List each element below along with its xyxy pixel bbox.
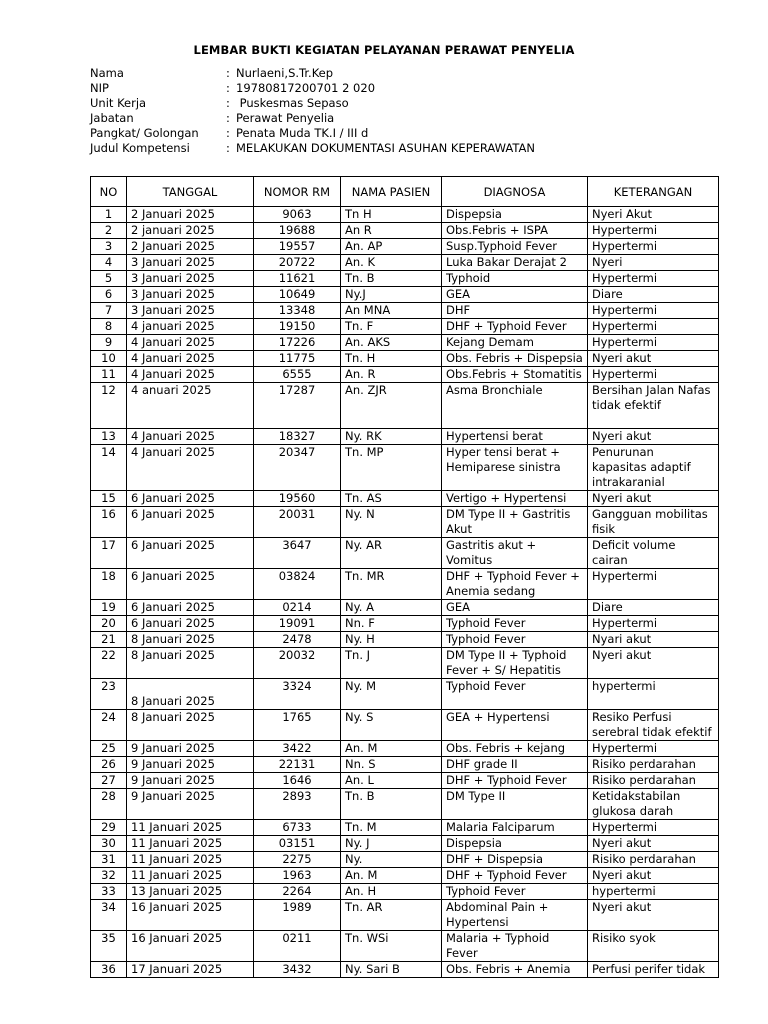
cell-nomor-rm: 13348: [254, 303, 341, 319]
table-row: [91, 569, 719, 600]
table-row: [91, 367, 719, 383]
cell-keterangan: Hypertermi: [588, 367, 719, 383]
cell-keterangan: Hypertermi: [588, 319, 719, 335]
cell-nama-pasien: Tn. F: [341, 319, 442, 335]
cell-no: 27: [91, 773, 127, 789]
cell-no: 23: [91, 679, 127, 710]
cell-keterangan: Deficit volume cairan: [588, 538, 719, 569]
cell-diagnosa: DM Type II: [442, 789, 588, 820]
cell-diagnosa: Dispepsia: [442, 207, 588, 223]
cell-tanggal: 3 Januari 2025: [127, 255, 254, 271]
info-separator: :: [226, 66, 230, 80]
document-title: LEMBAR BUKTI KEGIATAN PELAYANAN PERAWAT PENYELIA: [193, 43, 575, 57]
table-row: [91, 445, 719, 491]
cell-nama-pasien: An R: [341, 223, 442, 239]
table-row: [91, 710, 719, 741]
cell-keterangan: Nyari akut: [588, 632, 719, 648]
cell-tanggal: 13 Januari 2025: [127, 884, 254, 900]
cell-keterangan: Hypertermi: [588, 820, 719, 836]
cell-no: 28: [91, 789, 127, 820]
cell-tanggal: 16 Januari 2025: [127, 900, 254, 931]
cell-diagnosa: DHF + Typhoid Fever: [442, 868, 588, 884]
cell-diagnosa: DHF + Typhoid Fever: [442, 319, 588, 335]
cell-nama-pasien: Ny.J: [341, 287, 442, 303]
table-row: [91, 303, 719, 319]
cell-no: 33: [91, 884, 127, 900]
cell-no: 18: [91, 569, 127, 600]
info-value: MELAKUKAN DOKUMENTASI ASUHAN KEPERAWATAN: [236, 141, 535, 155]
cell-nama-pasien: Tn. AR: [341, 900, 442, 931]
cell-keterangan: Hypertermi: [588, 335, 719, 351]
cell-no: 3: [91, 239, 127, 255]
cell-diagnosa: Asma Bronchiale: [442, 383, 588, 429]
cell-nomor-rm: 1963: [254, 868, 341, 884]
cell-nama-pasien: Nn. S: [341, 757, 442, 773]
cell-keterangan: hypertermi: [588, 679, 719, 710]
cell-tanggal: 6 Januari 2025: [127, 538, 254, 569]
cell-keterangan: hypertermi: [588, 884, 719, 900]
cell-nomor-rm: 0214: [254, 600, 341, 616]
cell-diagnosa: Typhoid Fever: [442, 884, 588, 900]
cell-diagnosa: Typhoid Fever: [442, 632, 588, 648]
cell-tanggal: 3 Januari 2025: [127, 271, 254, 287]
cell-keterangan: Hypertermi: [588, 741, 719, 757]
cell-nama-pasien: Ny. A: [341, 600, 442, 616]
header-nama-pasien: NAMA PASIEN: [341, 177, 442, 207]
cell-keterangan: Bersihan Jalan Nafas tidak efektif: [588, 383, 719, 429]
cell-keterangan: Hypertermi: [588, 303, 719, 319]
cell-no: 29: [91, 820, 127, 836]
cell-nomor-rm: 9063: [254, 207, 341, 223]
cell-keterangan: Risiko perdarahan: [588, 757, 719, 773]
cell-keterangan: Risiko perdarahan: [588, 852, 719, 868]
info-row-nip: [90, 81, 535, 96]
cell-keterangan: Ketidakstabilan glukosa darah: [588, 789, 719, 820]
cell-keterangan: Nyeri akut: [588, 491, 719, 507]
table-row: [91, 600, 719, 616]
cell-tanggal: 6 Januari 2025: [127, 569, 254, 600]
service-log-table: [90, 176, 719, 978]
info-value: Perawat Penyelia: [236, 111, 335, 125]
cell-nama-pasien: An. M: [341, 868, 442, 884]
cell-nama-pasien: Tn. J: [341, 648, 442, 679]
cell-tanggal: 8 Januari 2025: [127, 679, 254, 710]
cell-no: 13: [91, 429, 127, 445]
info-row-jabatan: [90, 111, 535, 126]
cell-no: 2: [91, 223, 127, 239]
table-row: [91, 491, 719, 507]
table-row: [91, 507, 719, 538]
table-row: [91, 931, 719, 962]
cell-nomor-rm: 0211: [254, 931, 341, 962]
info-label: Nama: [90, 66, 124, 80]
cell-diagnosa: DHF: [442, 303, 588, 319]
cell-no: 36: [91, 962, 127, 978]
cell-no: 7: [91, 303, 127, 319]
cell-no: 8: [91, 319, 127, 335]
cell-diagnosa: Hypertensi berat: [442, 429, 588, 445]
table-row: [91, 538, 719, 569]
table-row: [91, 648, 719, 679]
cell-diagnosa: DHF + Dispepsia: [442, 852, 588, 868]
cell-keterangan: Diare: [588, 287, 719, 303]
info-separator: :: [226, 111, 230, 125]
table-row: [91, 271, 719, 287]
cell-no: 22: [91, 648, 127, 679]
cell-no: 35: [91, 931, 127, 962]
info-separator: :: [226, 81, 230, 95]
cell-nama-pasien: Ny. H: [341, 632, 442, 648]
info-label: Judul Kompetensi: [90, 141, 190, 155]
table-row: [91, 836, 719, 852]
cell-tanggal: 8 Januari 2025: [127, 648, 254, 679]
cell-nama-pasien: An. L: [341, 773, 442, 789]
table-row: [91, 757, 719, 773]
header-no: NO: [91, 177, 127, 207]
table-row: [91, 884, 719, 900]
info-separator: :: [226, 126, 230, 140]
cell-diagnosa: DM Type II + Typhoid Fever + S/ Hepatitis: [442, 648, 588, 679]
cell-nomor-rm: 19688: [254, 223, 341, 239]
cell-nama-pasien: Tn. B: [341, 789, 442, 820]
cell-no: 14: [91, 445, 127, 491]
cell-tanggal: 11 Januari 2025: [127, 836, 254, 852]
cell-tanggal: 2 Januari 2025: [127, 239, 254, 255]
cell-diagnosa: Obs. Febris + Dispepsia: [442, 351, 588, 367]
table-row: [91, 351, 719, 367]
cell-tanggal: 9 Januari 2025: [127, 789, 254, 820]
cell-no: 32: [91, 868, 127, 884]
cell-tanggal: 4 anuari 2025: [127, 383, 254, 429]
info-label: Jabatan: [90, 111, 134, 125]
cell-no: 25: [91, 741, 127, 757]
cell-nomor-rm: 2893: [254, 789, 341, 820]
cell-nomor-rm: 20031: [254, 507, 341, 538]
cell-nomor-rm: 20032: [254, 648, 341, 679]
cell-nama-pasien: Ny. N: [341, 507, 442, 538]
cell-no: 6: [91, 287, 127, 303]
table-row: [91, 287, 719, 303]
cell-tanggal: 4 Januari 2025: [127, 351, 254, 367]
cell-tanggal: 9 Januari 2025: [127, 741, 254, 757]
info-value: Puskesmas Sepaso: [236, 96, 349, 110]
cell-diagnosa: DM Type II + Gastritis Akut: [442, 507, 588, 538]
info-label: Unit Kerja: [90, 96, 147, 110]
cell-diagnosa: Luka Bakar Derajat 2: [442, 255, 588, 271]
cell-nama-pasien: An. AKS: [341, 335, 442, 351]
employee-info: [90, 66, 535, 156]
info-value: 19780817200701 2 020: [236, 81, 376, 95]
table-row: [91, 820, 719, 836]
cell-nama-pasien: Ny. J: [341, 836, 442, 852]
cell-nomor-rm: 6555: [254, 367, 341, 383]
cell-no: 19: [91, 600, 127, 616]
cell-nama-pasien: An. K: [341, 255, 442, 271]
cell-diagnosa: Typhoid: [442, 271, 588, 287]
cell-tanggal: 11 Januari 2025: [127, 852, 254, 868]
table-row: [91, 773, 719, 789]
cell-keterangan: Nyeri akut: [588, 429, 719, 445]
table-row: [91, 207, 719, 223]
cell-tanggal: 8 Januari 2025: [127, 710, 254, 741]
cell-tanggal: 9 Januari 2025: [127, 757, 254, 773]
cell-nomor-rm: 1765: [254, 710, 341, 741]
cell-no: 30: [91, 836, 127, 852]
info-row-unit-kerja: [90, 96, 535, 111]
cell-diagnosa: Dispepsia: [442, 836, 588, 852]
cell-nama-pasien: Tn. B: [341, 271, 442, 287]
cell-no: 15: [91, 491, 127, 507]
cell-diagnosa: Obs.Febris + ISPA: [442, 223, 588, 239]
info-label: NIP: [90, 81, 109, 95]
cell-keterangan: Hypertermi: [588, 239, 719, 255]
cell-tanggal: 4 Januari 2025: [127, 429, 254, 445]
cell-tanggal: 4 Januari 2025: [127, 367, 254, 383]
cell-tanggal: 6 Januari 2025: [127, 491, 254, 507]
cell-nama-pasien: An. M: [341, 741, 442, 757]
info-row-pangkat: [90, 126, 535, 141]
cell-nomor-rm: 19091: [254, 616, 341, 632]
cell-keterangan: Diare: [588, 600, 719, 616]
cell-nama-pasien: Nn. F: [341, 616, 442, 632]
info-value: Nurlaeni,S.Tr.Kep: [236, 66, 334, 80]
table-row: [91, 383, 719, 429]
cell-nama-pasien: Ny. RK: [341, 429, 442, 445]
cell-keterangan: Nyeri akut: [588, 836, 719, 852]
cell-no: 9: [91, 335, 127, 351]
table-row: [91, 900, 719, 931]
cell-diagnosa: GEA: [442, 600, 588, 616]
cell-diagnosa: Obs.Febris + Stomatitis: [442, 367, 588, 383]
cell-tanggal: 6 Januari 2025: [127, 616, 254, 632]
cell-keterangan: Hypertermi: [588, 271, 719, 287]
cell-nama-pasien: An. ZJR: [341, 383, 442, 429]
cell-nomor-rm: 2275: [254, 852, 341, 868]
cell-no: 12: [91, 383, 127, 429]
table-row: [91, 223, 719, 239]
cell-nomor-rm: 20347: [254, 445, 341, 491]
cell-nama-pasien: Ny. M: [341, 679, 442, 710]
table-row: [91, 962, 719, 978]
cell-nomor-rm: 2264: [254, 884, 341, 900]
table-row: [91, 789, 719, 820]
cell-nama-pasien: Tn. AS: [341, 491, 442, 507]
header-keterangan: KETERANGAN: [588, 177, 719, 207]
cell-keterangan: Nyeri akut: [588, 648, 719, 679]
cell-no: 21: [91, 632, 127, 648]
info-value: Penata Muda TK.I / III d: [236, 126, 369, 140]
cell-nomor-rm: 10649: [254, 287, 341, 303]
cell-keterangan: Nyeri Akut: [588, 207, 719, 223]
cell-nama-pasien: Tn. MP: [341, 445, 442, 491]
cell-nama-pasien: An. H: [341, 884, 442, 900]
cell-nomor-rm: 03824: [254, 569, 341, 600]
table-row: [91, 679, 719, 710]
cell-nama-pasien: Tn. WSi: [341, 931, 442, 962]
cell-diagnosa: Malaria + Typhoid Fever: [442, 931, 588, 962]
cell-nama-pasien: Ny. AR: [341, 538, 442, 569]
cell-nomor-rm: 11775: [254, 351, 341, 367]
cell-nomor-rm: 2478: [254, 632, 341, 648]
table-row: [91, 741, 719, 757]
table-row: [91, 632, 719, 648]
cell-no: 34: [91, 900, 127, 931]
cell-nama-pasien: Ny.: [341, 852, 442, 868]
header-diagnosa: DIAGNOSA: [442, 177, 588, 207]
table-header-row: [91, 177, 719, 207]
table-row: [91, 616, 719, 632]
cell-diagnosa: DHF + Typhoid Fever: [442, 773, 588, 789]
info-label: Pangkat/ Golongan: [90, 126, 199, 140]
cell-keterangan: Gangguan mobilitas fisik: [588, 507, 719, 538]
cell-keterangan: Hypertermi: [588, 223, 719, 239]
header-tanggal: TANGGAL: [127, 177, 254, 207]
table-row: [91, 868, 719, 884]
info-row-judul-kompetensi: [90, 141, 535, 156]
cell-no: 31: [91, 852, 127, 868]
cell-tanggal: 6 Januari 2025: [127, 600, 254, 616]
cell-keterangan: Risiko perdarahan: [588, 773, 719, 789]
cell-diagnosa: DHF grade II: [442, 757, 588, 773]
cell-keterangan: Hypertermi: [588, 569, 719, 600]
cell-diagnosa: GEA + Hypertensi: [442, 710, 588, 741]
cell-diagnosa: Vertigo + Hypertensi: [442, 491, 588, 507]
info-separator: :: [226, 141, 230, 155]
cell-keterangan: Risiko syok: [588, 931, 719, 962]
cell-diagnosa: Typhoid Fever: [442, 679, 588, 710]
cell-tanggal: 6 Januari 2025: [127, 507, 254, 538]
table-row: [91, 852, 719, 868]
cell-keterangan: Penurunan kapasitas adaptif intrakaranial: [588, 445, 719, 491]
cell-tanggal: 4 Januari 2025: [127, 335, 254, 351]
cell-diagnosa: GEA: [442, 287, 588, 303]
cell-nomor-rm: 3647: [254, 538, 341, 569]
cell-nomor-rm: 1646: [254, 773, 341, 789]
cell-keterangan: Hypertermi: [588, 616, 719, 632]
cell-no: 1: [91, 207, 127, 223]
cell-nomor-rm: 19150: [254, 319, 341, 335]
info-row-nama: [90, 66, 535, 81]
cell-nama-pasien: An MNA: [341, 303, 442, 319]
cell-nomor-rm: 03151: [254, 836, 341, 852]
cell-diagnosa: Typhoid Fever: [442, 616, 588, 632]
cell-tanggal: 2 januari 2025: [127, 223, 254, 239]
cell-keterangan: Nyeri akut: [588, 900, 719, 931]
table-row: [91, 429, 719, 445]
cell-nomor-rm: 3324: [254, 679, 341, 710]
cell-tanggal: 9 Januari 2025: [127, 773, 254, 789]
cell-diagnosa: Obs. Febris + Anemia: [442, 962, 588, 978]
cell-tanggal: 11 Januari 2025: [127, 820, 254, 836]
cell-nomor-rm: 19560: [254, 491, 341, 507]
cell-tanggal: 11 Januari 2025: [127, 868, 254, 884]
cell-tanggal: 4 Januari 2025: [127, 445, 254, 491]
cell-no: 16: [91, 507, 127, 538]
cell-tanggal: 3 Januari 2025: [127, 303, 254, 319]
cell-nama-pasien: Tn H: [341, 207, 442, 223]
cell-nomor-rm: 17226: [254, 335, 341, 351]
cell-no: 17: [91, 538, 127, 569]
cell-nomor-rm: 22131: [254, 757, 341, 773]
cell-diagnosa: Hyper tensi berat + Hemiparese sinistra: [442, 445, 588, 491]
table-row: [91, 319, 719, 335]
cell-nama-pasien: An. R: [341, 367, 442, 383]
cell-nomor-rm: 18327: [254, 429, 341, 445]
cell-nomor-rm: 11621: [254, 271, 341, 287]
cell-tanggal: 17 Januari 2025: [127, 962, 254, 978]
cell-nama-pasien: Ny. S: [341, 710, 442, 741]
table-body: [91, 207, 719, 978]
cell-keterangan: Nyeri akut: [588, 351, 719, 367]
cell-no: 24: [91, 710, 127, 741]
cell-nomor-rm: 1989: [254, 900, 341, 931]
table-row: [91, 239, 719, 255]
cell-diagnosa: DHF + Typhoid Fever + Anemia sedang: [442, 569, 588, 600]
cell-diagnosa: Susp.Typhoid Fever: [442, 239, 588, 255]
cell-no: 26: [91, 757, 127, 773]
cell-no: 10: [91, 351, 127, 367]
cell-no: 4: [91, 255, 127, 271]
cell-diagnosa: Gastritis akut + Vomitus: [442, 538, 588, 569]
cell-nama-pasien: An. AP: [341, 239, 442, 255]
cell-diagnosa: Abdominal Pain + Hypertensi: [442, 900, 588, 931]
cell-tanggal: 3 Januari 2025: [127, 287, 254, 303]
info-separator: :: [226, 96, 230, 110]
cell-no: 11: [91, 367, 127, 383]
cell-tanggal: 2 Januari 2025: [127, 207, 254, 223]
cell-nama-pasien: Ny. Sari B: [341, 962, 442, 978]
cell-nama-pasien: Tn. M: [341, 820, 442, 836]
cell-nama-pasien: Tn. H: [341, 351, 442, 367]
cell-keterangan: Nyeri: [588, 255, 719, 271]
cell-diagnosa: Obs. Febris + kejang: [442, 741, 588, 757]
cell-nomor-rm: 20722: [254, 255, 341, 271]
cell-nomor-rm: 17287: [254, 383, 341, 429]
cell-nama-pasien: Tn. MR: [341, 569, 442, 600]
cell-keterangan: Resiko Perfusi serebral tidak efektif: [588, 710, 719, 741]
cell-tanggal: 4 januari 2025: [127, 319, 254, 335]
cell-tanggal: 16 Januari 2025: [127, 931, 254, 962]
cell-keterangan: Nyeri akut: [588, 868, 719, 884]
cell-diagnosa: Malaria Falciparum: [442, 820, 588, 836]
cell-nomor-rm: 3432: [254, 962, 341, 978]
table-row: [91, 255, 719, 271]
cell-tanggal: 8 Januari 2025: [127, 632, 254, 648]
cell-nomor-rm: 3422: [254, 741, 341, 757]
cell-nomor-rm: 6733: [254, 820, 341, 836]
header-nomor-rm: NOMOR RM: [254, 177, 341, 207]
table-row: [91, 335, 719, 351]
cell-diagnosa: Kejang Demam: [442, 335, 588, 351]
cell-no: 5: [91, 271, 127, 287]
cell-no: 20: [91, 616, 127, 632]
cell-keterangan: Perfusi perifer tidak: [588, 962, 719, 978]
cell-nomor-rm: 19557: [254, 239, 341, 255]
